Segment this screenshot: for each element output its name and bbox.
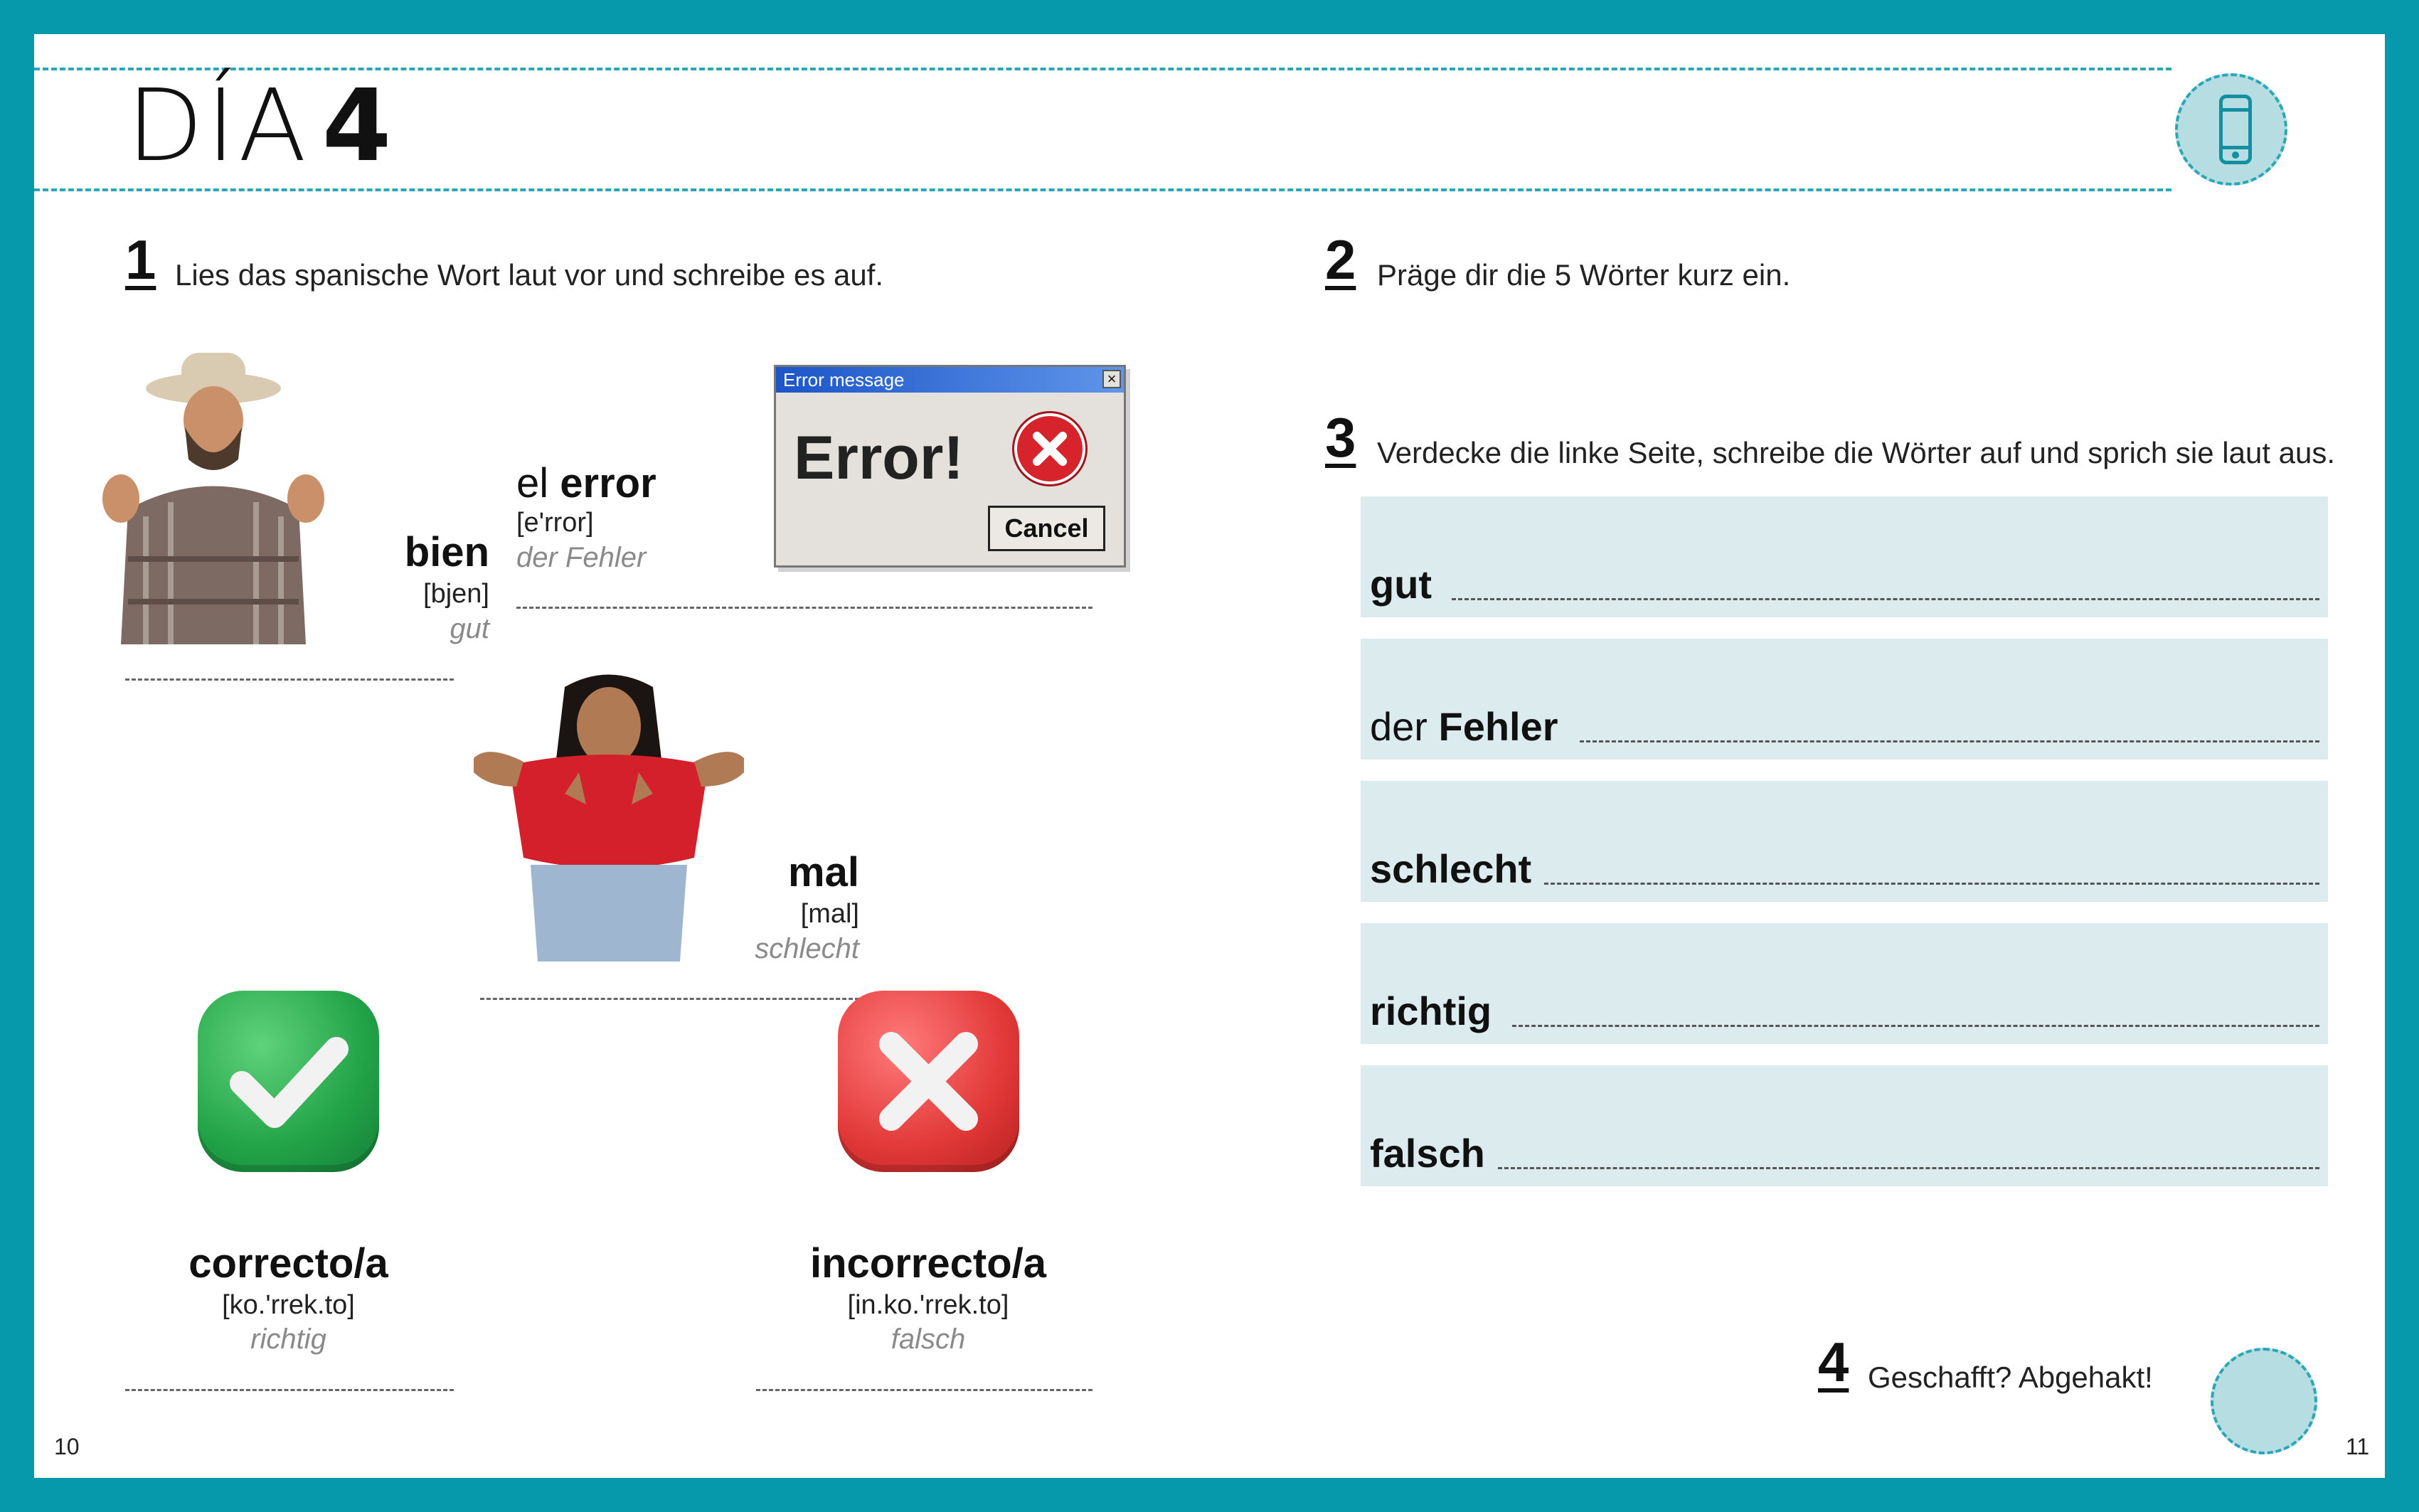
title-day-number: 4 xyxy=(321,68,395,184)
step-2-instruction: Präge dir die 5 Wörter kurz ein. xyxy=(1377,258,1791,292)
step-4-number: 4 xyxy=(1818,1331,1849,1393)
check-mark-icon xyxy=(198,991,379,1172)
vocab-error-pron: [e'rror] xyxy=(516,508,594,538)
answer-line-5 xyxy=(1498,1167,2319,1169)
page-number-left: 10 xyxy=(54,1434,80,1459)
answer-field-1[interactable] xyxy=(1361,496,2328,617)
answer-field-5[interactable] xyxy=(1361,1065,2328,1186)
page-number-right: 11 xyxy=(2346,1434,2370,1459)
vocab-correcto-pron: [ko.'rrek.to] xyxy=(222,1290,355,1320)
step-2-number: 2 xyxy=(1325,228,1356,291)
vocab-mal-pron: [mal] xyxy=(800,899,859,929)
vocab-incorrecto-translation: falsch xyxy=(890,1324,966,1355)
header-bottom-dashed-line xyxy=(34,188,2171,191)
vocab-incorrecto-pron: [in.ko.'rrek.to] xyxy=(847,1290,1009,1320)
error-dialog-text: Error! xyxy=(794,424,964,492)
error-x-icon xyxy=(1014,413,1085,484)
write-line-correcto xyxy=(125,1389,454,1391)
answer-field-4[interactable] xyxy=(1361,923,2328,1044)
vocab-mal-word: mal xyxy=(788,849,859,895)
write-line-bien xyxy=(125,678,454,681)
man-thumbs-up-photo xyxy=(78,346,341,644)
write-line-error xyxy=(516,607,1092,609)
cross-mark-icon xyxy=(838,991,1019,1172)
error-dialog-cancel-button: Cancel xyxy=(988,506,1105,551)
answer-field-2[interactable] xyxy=(1361,639,2328,760)
step-1-number: 1 xyxy=(125,228,156,291)
vocab-incorrecto-word: incorrecto/a xyxy=(810,1240,1046,1287)
answer-line-4 xyxy=(1512,1025,2319,1027)
vocab-bien-word: bien xyxy=(404,529,489,575)
error-dialog-image xyxy=(774,365,1126,568)
dialog-close-icon: × xyxy=(1102,370,1121,388)
title-word: DÍA xyxy=(127,68,309,184)
answer-label-2: der Fehler xyxy=(1370,704,1558,749)
smartphone-icon xyxy=(2219,95,2252,164)
write-line-mal xyxy=(480,998,859,1000)
answer-label-3: schlecht xyxy=(1370,846,1532,891)
vocab-mal-translation: schlecht xyxy=(755,933,859,964)
done-checkbox-circle[interactable] xyxy=(2211,1348,2317,1454)
answer-line-3 xyxy=(1544,883,2319,885)
workbook-spread xyxy=(34,34,2385,1478)
vocab-error-word: el error xyxy=(516,460,656,506)
answer-line-1 xyxy=(1452,598,2319,600)
vocab-error-translation: der Fehler xyxy=(516,542,647,573)
vocab-bien-pron: [bjen] xyxy=(423,579,489,609)
step-1-instruction: Lies das spanische Wort laut vor und schreibe es auf. xyxy=(175,258,884,292)
vocab-correcto-translation: richtig xyxy=(250,1324,326,1355)
answer-field-3[interactable] xyxy=(1361,781,2328,902)
page-title xyxy=(127,68,395,184)
smartphone-badge xyxy=(2175,73,2287,186)
step-3-number: 3 xyxy=(1325,406,1356,469)
answer-label-1: gut xyxy=(1370,562,1432,607)
step-3-instruction: Verdecke die linke Seite, schreibe die Wörter auf und sprich sie laut aus. xyxy=(1377,436,2336,469)
vocab-bien-translation: gut xyxy=(450,613,489,644)
step-4-instruction: Geschafft? Abgehakt! xyxy=(1868,1361,2153,1394)
answer-label-5: falsch xyxy=(1370,1131,1485,1176)
error-dialog-titlebar: Error message xyxy=(776,367,1124,393)
write-line-incorrecto xyxy=(756,1389,1092,1391)
vocab-correcto-word: correcto/a xyxy=(188,1240,388,1287)
answer-line-2 xyxy=(1580,740,2319,742)
answer-label-4: richtig xyxy=(1370,989,1492,1033)
